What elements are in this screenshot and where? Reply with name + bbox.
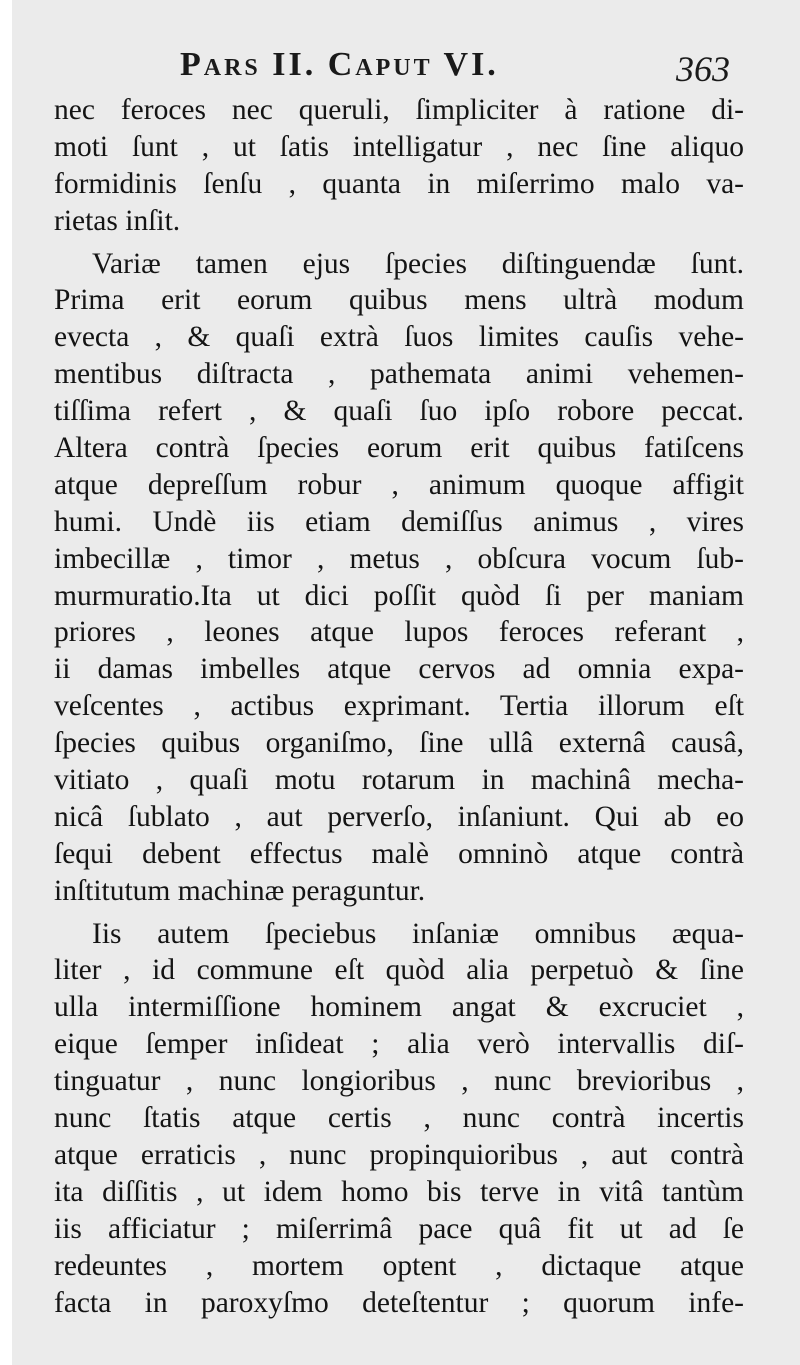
- text-line: nec feroces nec queruli, ſimpliciter à ratione di-: [54, 94, 744, 126]
- text-line: rietas inſit.: [54, 204, 181, 237]
- text-line: eique ſemper inſideat ; alia verò intervallis diſ-: [54, 1028, 744, 1061]
- text-line: mentibus diſtracta , pathemata animi vehemen-: [54, 358, 744, 391]
- text-line: inſtitutum machinæ peraguntur.: [54, 874, 426, 907]
- text-line: Variæ tamen ejus ſpecies diſtinguendæ ſunt.: [92, 247, 744, 280]
- text-line: humi. Undè iis etiam demiſſus animus , vires: [54, 505, 744, 538]
- text-line: liter , id commune eſt quòd alia perpetuò & ſine: [54, 954, 744, 987]
- text-line: imbecillæ , timor , metus , obſcura vocum ſub-: [54, 542, 744, 575]
- page-margin: [0, 0, 12, 1365]
- page-number: 363: [676, 49, 730, 89]
- text-line: Iis autem ſpeciebus inſaniæ omnibus æqua-: [92, 917, 744, 950]
- text-line: atque erraticis , nunc propinquioribus , aut contrà: [54, 1138, 744, 1171]
- text-line: ſpecies quibus organiſmo, ſine ullâ externâ causâ,: [54, 727, 744, 760]
- text-line: murmuratio.Ita ut dici poſſit quòd ſi per maniam: [54, 579, 744, 612]
- paragraph-2: [54, 246, 744, 910]
- text-line: vitiato , quaſi motu rotarum in machinâ mecha-: [54, 764, 744, 797]
- running-head: Pars II. Caput VI.: [180, 46, 499, 83]
- text-line: tiſſima refert , & quaſi ſuo ipſo robore peccat.: [54, 395, 744, 428]
- page-header: [0, 46, 800, 96]
- text-line: moti ſunt , ut ſatis intelligatur , nec ſine aliquo: [54, 130, 744, 163]
- text-line: veſcentes , actibus exprimant. Tertia illorum eſt: [54, 690, 744, 723]
- paragraph-3: [54, 916, 744, 1322]
- text-line: redeuntes , mortem optent , dictaque atque: [54, 1249, 744, 1282]
- text-line: ii damas imbelles atque cervos ad omnia expa-: [54, 653, 744, 686]
- text-line: priores , leones atque lupos feroces referant ,: [54, 616, 744, 649]
- text-line: atque depreſſum robur , animum quoque affigit: [54, 468, 744, 501]
- text-line: ſequi debent effectus malè omninò atque contrà: [54, 837, 744, 870]
- text-line: formidinis ſenſu , quanta in miſerrimo malo va-: [54, 167, 744, 200]
- text-line: nunc ſtatis atque certis , nunc contrà incertis: [54, 1102, 744, 1135]
- paragraph-1: [54, 92, 744, 240]
- text-line: facta in paroxyſmo deteſtentur ; quorum infe-: [54, 1286, 744, 1319]
- text-line: evecta , & quaſi extrà ſuos limites cauſis vehe-: [54, 321, 744, 354]
- text-line: ita diſſitis , ut idem homo bis terve in vitâ tantùm: [54, 1175, 744, 1208]
- text-line: Prima erit eorum quibus mens ultrà modum: [54, 284, 744, 317]
- body-text: [54, 92, 744, 1321]
- text-line: Altera contrà ſpecies eorum erit quibus fatiſcens: [54, 432, 744, 465]
- text-line: iis afficiatur ; miſerrimâ pace quâ fit ut ad ſe: [54, 1212, 744, 1245]
- text-line: ulla intermiſſione hominem angat & excruciet ,: [54, 991, 744, 1024]
- text-line: nicâ ſublato , aut perverſo, inſaniunt. Qui ab eo: [54, 800, 744, 833]
- text-line: tinguatur , nunc longioribus , nunc brevioribus ,: [54, 1065, 744, 1098]
